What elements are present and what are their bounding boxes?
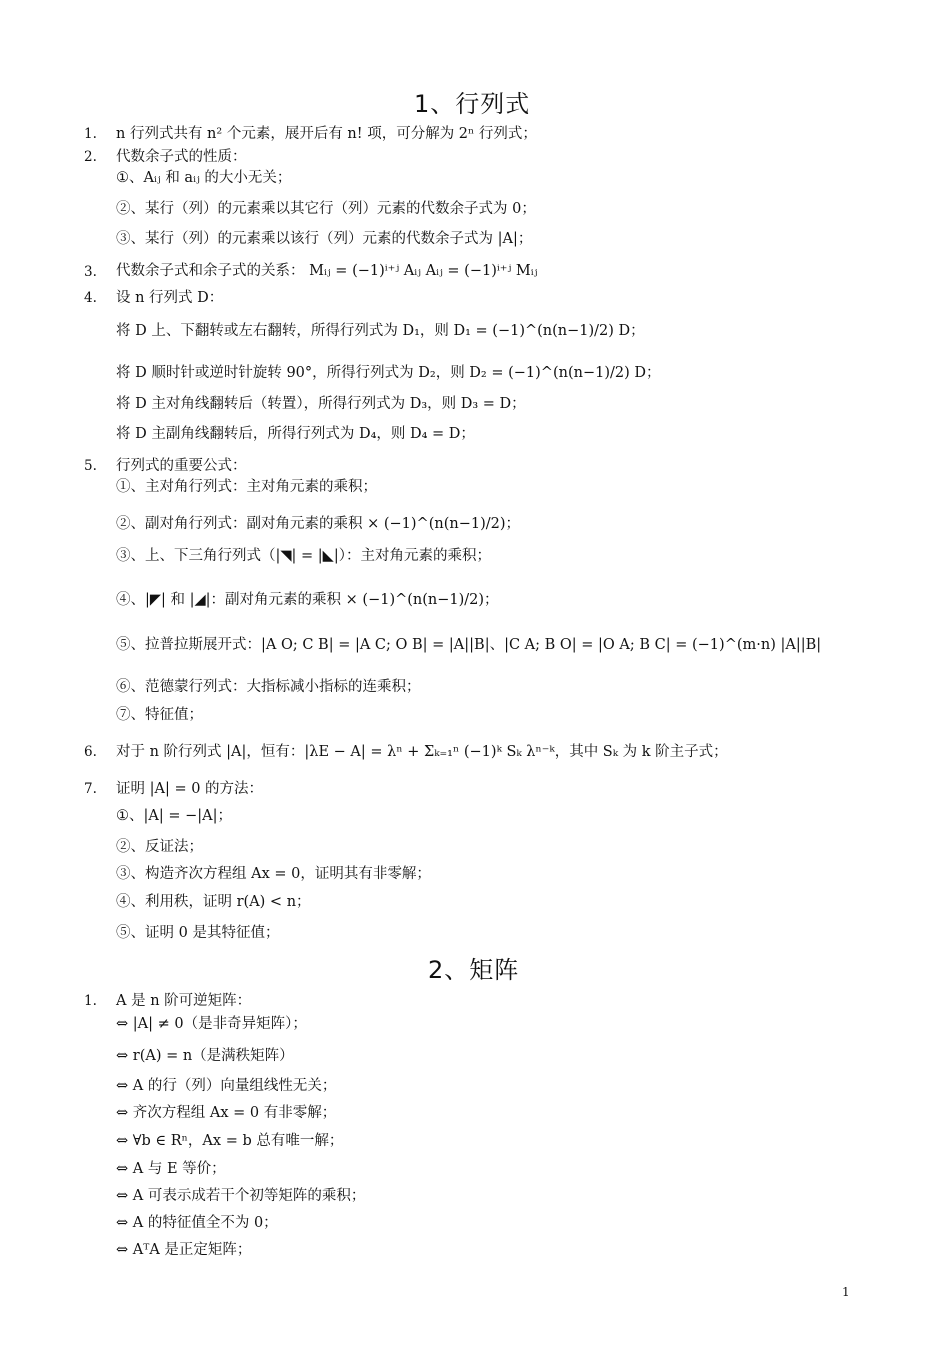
list-subitem: ①、主对角行列式：主对角元素的乘积； <box>116 479 377 495</box>
item-number: 1. <box>84 126 97 142</box>
list-subitem: ④、利用秩，证明 r(A) < n； <box>116 894 311 910</box>
list-subitem: ⇔ 齐次方程组 Ax = 0 有非零解； <box>116 1105 337 1121</box>
list-item: n 行列式共有 n² 个元素，展开后有 n! 项，可分解为 2ⁿ 行列式； <box>116 126 537 142</box>
list-item: 代数余子式和余子式的关系： Mᵢⱼ = (−1)ⁱ⁺ʲ Aᵢⱼ Aᵢⱼ = (−1)ⁱ⁺ʲ Mᵢⱼ <box>116 263 538 279</box>
list-subitem: 将 D 上、下翻转或左右翻转，所得行列式为 D₁，则 D₁ = (−1)^(n(n−1)/2) D； <box>116 323 645 339</box>
list-subitem: ⇔ r(A) = n（是满秩矩阵） <box>116 1048 294 1064</box>
section-title-matrix: 2、矩阵 <box>428 956 520 984</box>
page-number: 1 <box>842 1285 850 1299</box>
item-number: 2. <box>84 149 97 165</box>
section-title-determinant: 1、行列式 <box>414 90 531 118</box>
list-subitem: 将 D 主对角线翻转后（转置），所得行列式为 D₃，则 D₃ = D； <box>116 396 526 412</box>
list-subitem: ②、某行（列）的元素乘以其它行（列）元素的代数余子式为 0； <box>116 201 536 217</box>
list-subitem: 将 D 主副角线翻转后，所得行列式为 D₄，则 D₄ = D； <box>116 426 475 442</box>
list-subitem: ③、某行（列）的元素乘以该行（列）元素的代数余子式为 |A|； <box>116 231 533 247</box>
list-subitem: ②、反证法； <box>116 839 203 855</box>
list-subitem: ⇔ AᵀA 是正定矩阵； <box>116 1242 252 1258</box>
list-subitem: ⇔ A 与 E 等价； <box>116 1161 226 1177</box>
list-subitem: ④、|◤| 和 |◢|：副对角元素的乘积 × (−1)^(n(n−1)/2)； <box>116 592 499 608</box>
item-number: 4. <box>84 290 97 306</box>
list-subitem: ⇔ ∀b ∈ Rⁿ，Ax = b 总有唯一解； <box>116 1133 344 1149</box>
list-item: 代数余子式的性质： <box>116 149 247 165</box>
list-subitem: ②、副对角行列式：副对角元素的乘积 × (−1)^(n(n−1)/2)； <box>116 516 520 532</box>
list-item: 行列式的重要公式： <box>116 458 247 474</box>
list-subitem: ⑥、范德蒙行列式：大指标减小指标的连乘积； <box>116 679 421 695</box>
list-subitem: ⑦、特征值； <box>116 707 203 723</box>
item-number: 5. <box>84 458 97 474</box>
list-item: 对于 n 阶行列式 |A|，恒有：|λE − A| = λⁿ + Σₖ₌₁ⁿ (−1)ᵏ Sₖ λⁿ⁻ᵏ，其中 Sₖ 为 k 阶主子式； <box>116 744 728 760</box>
list-item: A 是 n 阶可逆矩阵： <box>116 993 252 1009</box>
list-subitem: ⇔ A 的特征值全不为 0； <box>116 1215 278 1231</box>
item-number: 3. <box>84 264 97 280</box>
list-item: 设 n 行列式 D： <box>116 290 224 306</box>
list-subitem: ⇔ A 的行（列）向量组线性无关； <box>116 1078 337 1094</box>
list-item: 证明 |A| = 0 的方法： <box>116 781 264 797</box>
list-subitem: 将 D 顺时针或逆时针旋转 90°，所得行列式为 D₂，则 D₂ = (−1)^(n(n−1)/2) D； <box>116 365 661 381</box>
item-number: 1. <box>84 993 97 1009</box>
item-number: 6. <box>84 744 97 760</box>
list-subitem: ⇔ A 可表示成若干个初等矩阵的乘积； <box>116 1188 366 1204</box>
list-subitem: ①、|A| = −|A|； <box>116 808 232 824</box>
list-subitem: ③、上、下三角行列式（|◥| = |◣|）：主对角元素的乘积； <box>116 548 491 564</box>
item-number: 7. <box>84 781 97 797</box>
list-subitem: ⇔ |A| ≠ 0（是非奇异矩阵）； <box>116 1016 307 1032</box>
list-subitem: ⑤、证明 0 是其特征值； <box>116 925 280 941</box>
list-subitem: ①、Aᵢⱼ 和 aᵢⱼ 的大小无关； <box>116 170 292 186</box>
list-subitem: ⑤、拉普拉斯展开式：|A O; C B| = |A C; O B| = |A||B|、|C A; B O| = |O A; B C| = (−1)^(m·n) |A||B| <box>116 637 822 653</box>
list-subitem: ③、构造齐次方程组 Ax = 0，证明其有非零解； <box>116 866 431 882</box>
